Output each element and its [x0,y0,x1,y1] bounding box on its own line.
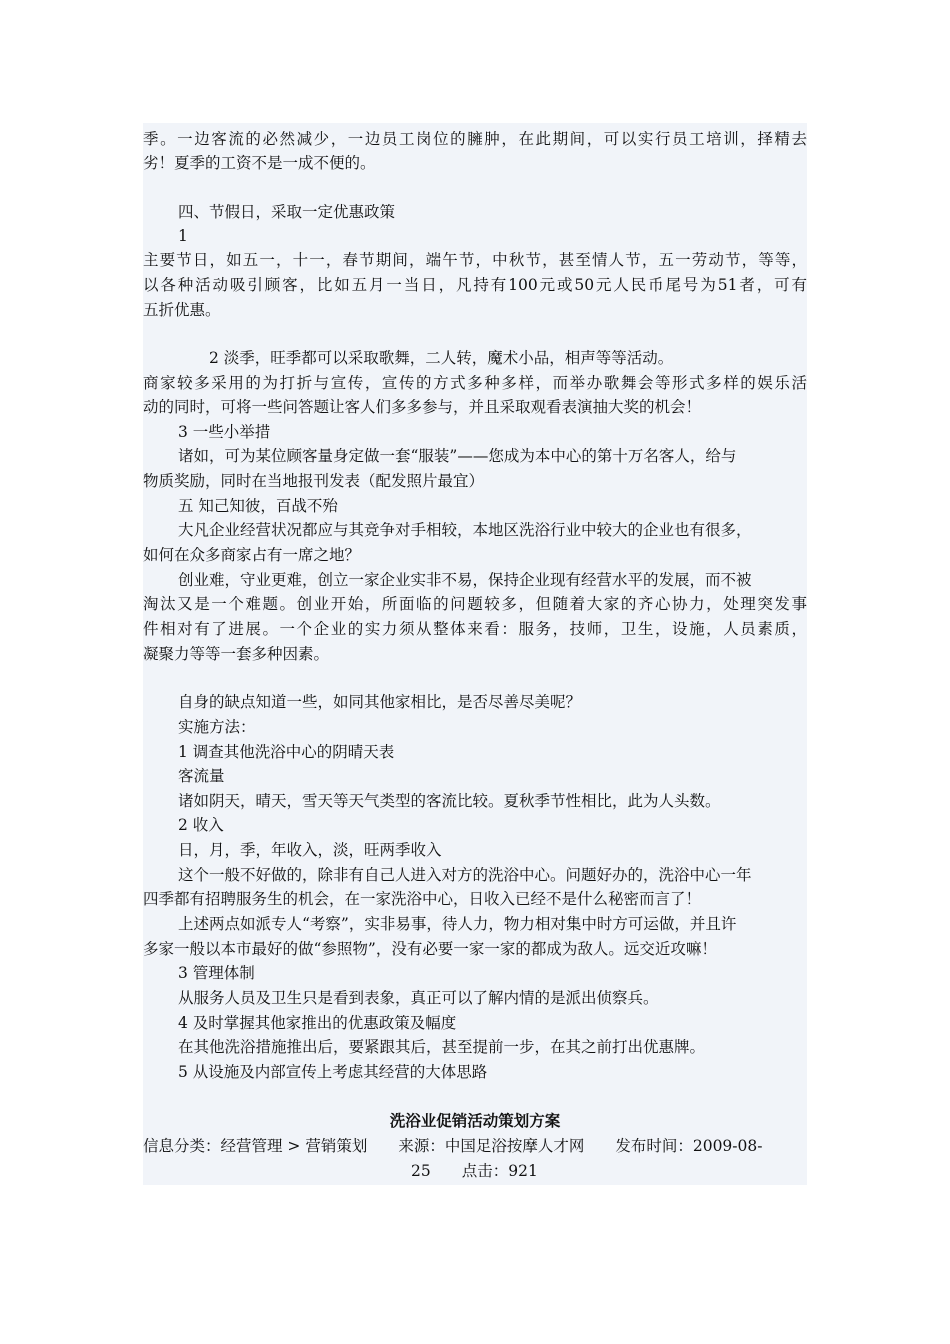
paragraph-line: 四季都有招聘服务生的机会，在一家洗浴中心，日收入已经不是什么秘密而言了！ [143,890,702,908]
article-title: 洗浴业促销活动策划方案 [389,1111,561,1130]
list-item: 1 调查其他洗浴中心的阴晴天表 [178,743,395,761]
paragraph-line: 上述两点如派专人“考察”，实非易事，待人力，物力相对集中时方可运做，并且许 [178,915,737,933]
paragraph-line: 件相对有了进展。一个企业的实力须从整体来看：服务，技师，卫生，设施，人员素质， [143,620,807,638]
paragraph-line: 这个一般不好做的，除非有自己人进入对方的洗浴中心。问题好办的，洗浴中心一年 [178,866,752,884]
paragraph-line: 从服务人员及卫生只是看到表象，真正可以了解内情的是派出侦察兵。 [178,989,659,1007]
paragraph-line: 实施方法： [178,718,256,736]
list-item: 2 收入 [178,816,224,834]
article-meta: 信息分类：经营管理 > 营销策划 来源：中国足浴按摩人才网 发布时间：2009-08- [143,1137,763,1155]
paragraph-line: 诸如阴天，晴天，雪天等天气类型的客流比较。夏秋季节性相比，此为人头数。 [178,792,721,810]
paragraph-line: 五折优惠。 [143,301,221,319]
paragraph-line: 创业难，守业更难，创立一家企业实非不易，保持企业现有经营水平的发展，而不被 [178,571,752,589]
paragraph-line: 如何在众多商家占有一席之地？ [143,546,361,564]
paragraph-line: 多家一般以本市最好的做“参照物”，没有必要一家一家的都成为敌人。远交近攻嘛！ [143,940,717,958]
paragraph-line: 大凡企业经营状况都应与其竞争对手相较，本地区洗浴行业中较大的企业也有很多， [178,521,752,539]
paragraph-line: 诸如，可为某位顾客量身定做一套“服装”——您成为本中心的第十万名客人，给与 [178,447,737,465]
paragraph-line: 劣！夏季的工资不是一成不便的。 [143,154,376,172]
paragraph-line: 以各种活动吸引顾客，比如五月一当日，凡持有100元或50元人民币尾号为51者，可有 [143,276,807,294]
article-body [143,123,807,1185]
paragraph-line: 季。一边客流的必然减少，一边员工岗位的臃肿，在此期间，可以实行员工培训，择精去 [143,130,807,148]
section-heading: 五 知己知彼，百战不殆 [178,497,338,515]
paragraph-line: 凝聚力等等一套多种因素。 [143,645,330,663]
section-heading: 四、节假日，采取一定优惠政策 [178,203,396,221]
article-meta: 25 点击：921 [411,1162,538,1180]
paragraph-line: 商家较多采用的为打折与宣传，宣传的方式多种多样，而举办歌舞会等形式多样的娱乐活 [143,374,807,392]
list-item: 3 管理体制 [178,964,255,982]
paragraph-line: 自身的缺点知道一些，如同其他家相比，是否尽善尽美呢？ [178,693,582,711]
list-number: 1 [178,227,188,245]
list-item: 2 淡季，旺季都可以采取歌舞，二人转，魔术小品，相声等等活动。 [209,349,674,367]
paragraph-line: 日，月，季，年收入，淡，旺两季收入 [178,841,442,859]
paragraph-line: 物质奖励，同时在当地报刊发表（配发照片最宜） [143,472,485,490]
list-item: 5 从设施及内部宣传上考虑其经营的大体思路 [178,1063,488,1081]
list-item: 3 一些小举措 [178,423,271,441]
paragraph-line: 动的同时，可将一些问答题让客人们多多参与，并且采取观看表演抽大奖的机会！ [143,398,702,416]
paragraph-line: 客流量 [178,767,225,785]
paragraph-line: 在其他洗浴措施推出后，要紧跟其后，甚至提前一步，在其之前打出优惠牌。 [178,1038,706,1056]
list-item: 4 及时掌握其他家推出的优惠政策及幅度 [178,1014,457,1032]
paragraph-line: 淘汰又是一个难题。创业开始，所面临的问题较多，但随着大家的齐心协力，处理突发事 [143,595,807,613]
paragraph-line: 主要节日，如五一，十一，春节期间，端午节，中秋节，甚至情人节，五一劳动节，等等， [143,251,807,269]
